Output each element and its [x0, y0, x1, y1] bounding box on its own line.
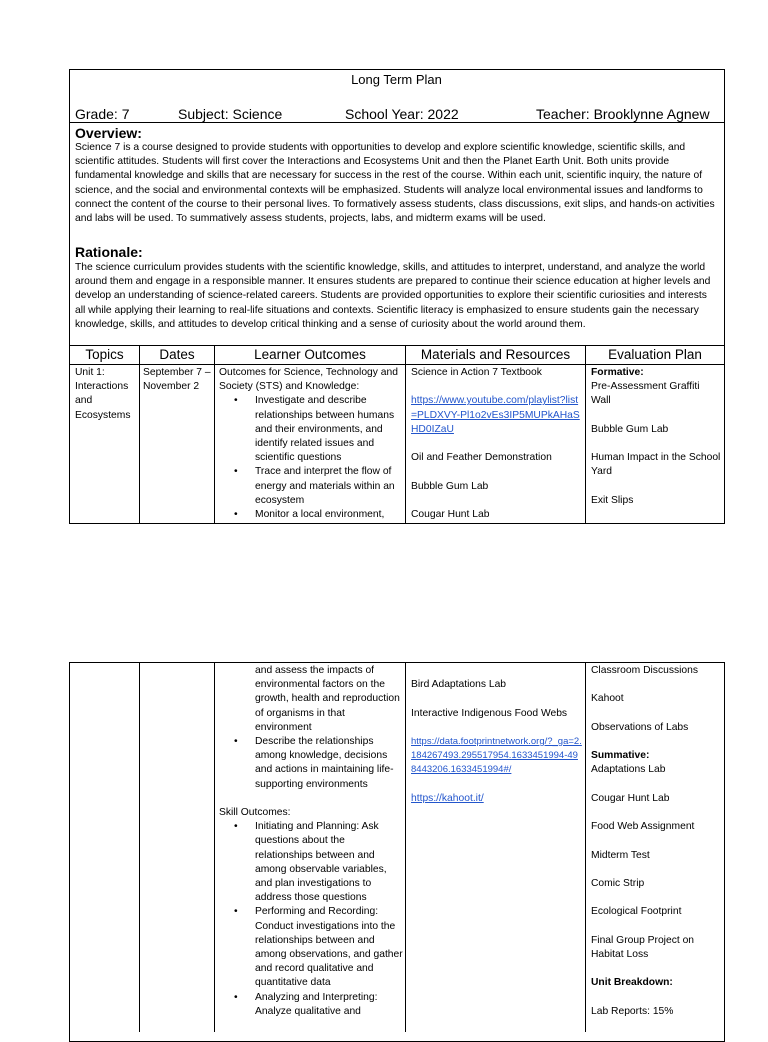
table-top-line: [69, 345, 725, 346]
school-year-label: School Year: 2022: [345, 106, 459, 122]
col-divider: [139, 662, 140, 1032]
evaluation-item: Food Web Assignment: [591, 821, 695, 833]
materials-cell: [411, 366, 583, 523]
dates-cell: September 7 – November 2: [143, 367, 211, 393]
overview-heading: Overview:: [75, 125, 142, 141]
summative-heading: Summative:: [591, 750, 650, 762]
material-bubble-gum: Bubble Gum Lab: [411, 480, 489, 492]
learner-outcomes-cell-continued: [219, 664, 403, 1024]
header-divider: [69, 122, 725, 123]
overview-text: Science 7 is a course designed to provide students with opportunities to develop and explore scientific knowledge, scientific skills, and scientific attitudes. Students will first cover the Interactions and Ecosystems Unit and then the Planet Earth Unit. Both units provide fundamental knowledge and skills that are necessary for success in the rest of the course. Within each unit, scientific inquiry, the nature of science, and the social and environmental contexts will be emphasized. Students will analyze local environmental issues and landforms to connect the content of the course to their personal lives. To formatively assess students, class discussions, exit slips, and hands-on activities and labs will be used. To summatively assess students, projects, labs, and midterm exams will be used.: [75, 142, 715, 225]
skill-item: • Performing and Recording: Conduct investigations into the relationships between and among observations, and gather and record qualitative and quantitative data: [219, 905, 403, 990]
evaluation-item: Adaptations Lab: [591, 764, 666, 776]
evaluation-item: Bubble Gum Lab: [591, 423, 669, 435]
formative-heading: Formative:: [591, 367, 644, 378]
table-header-line: [69, 364, 725, 365]
youtube-playlist-link[interactable]: https://www.youtube.com/playlist?list=PLDXVY-Pl1o2vEs3IP5MUPkAHaSHD0IZaU: [411, 395, 580, 435]
skill-outcomes-heading: Skill Outcomes:: [219, 807, 291, 819]
breakdown-item: Lab Reports: 15%: [591, 1005, 674, 1017]
skill-item: • Initiating and Planning: Ask questions about the relationships between and among observable variables, and plan investigations to address those questions: [219, 820, 403, 905]
col-divider: [585, 345, 586, 524]
evaluation-cell-continued: [591, 664, 721, 1024]
col-divider: [405, 662, 406, 1032]
teacher-label: Teacher: Brooklynne Agnew: [536, 106, 710, 122]
outcome-item: • Trace and interpret the flow of energy and materials within an ecosystem: [219, 465, 403, 508]
grade-label: Grade: 7: [75, 106, 130, 122]
outcome-item: • Monitor a local environment,: [219, 508, 403, 522]
skills-list: [219, 820, 403, 1019]
document-title: Long Term Plan: [351, 72, 442, 87]
material-oil-feather: Oil and Feather Demonstration: [411, 452, 552, 464]
rationale-heading: Rationale:: [75, 244, 143, 260]
evaluation-item: Midterm Test: [591, 849, 650, 861]
skill-item: • Analyzing and Interpreting: Analyze qualitative and: [219, 991, 403, 1019]
outcome-item: • Describe the relationships among knowledge, decisions and actions in maintaining life-supporting environments: [219, 735, 403, 792]
column-header-evaluation: Evaluation Plan: [608, 347, 702, 362]
evaluation-item: Human Impact in the School Yard: [591, 452, 721, 478]
column-header-topics: Topics: [85, 347, 124, 362]
footprint-network-link[interactable]: https://data.footprintnetwork.org/?_ga=2.184267493.295517954.1633451994-498443206.1633451994#/: [411, 735, 582, 776]
outcome-item: • Investigate and describe relationships between humans and their environments, and identify related issues and scientific questions: [219, 394, 403, 465]
subject-label: Subject: Science: [178, 106, 283, 122]
material-textbook: Science in Action 7 Textbook: [411, 367, 542, 378]
evaluation-item: Cougar Hunt Lab: [591, 792, 670, 804]
evaluation-item: Ecological Footprint: [591, 906, 682, 918]
col-divider: [214, 662, 215, 1032]
column-header-materials: Materials and Resources: [420, 347, 571, 362]
col-divider: [405, 345, 406, 524]
kahoot-link[interactable]: https://kahoot.it/: [411, 792, 484, 804]
evaluation-item: Classroom Discussions: [591, 665, 699, 676]
outcome-continued: and assess the impacts of environmental factors on the growth, health and reproduction of organisms in that environment: [255, 665, 400, 733]
material-cougar: Cougar Hunt Lab: [411, 508, 490, 520]
outcomes-intro: Outcomes for Science, Technology and Society (STS) and Knowledge:: [219, 367, 398, 393]
evaluation-cell: [591, 366, 721, 523]
evaluation-item: Kahoot: [591, 693, 624, 705]
col-divider: [585, 662, 586, 1032]
material-bird-adaptations: Bird Adaptations Lab: [411, 679, 507, 691]
rationale-text: The science curriculum provides students with the scientific knowledge, skills, and attitudes to interpret, understand, and analyze the world around them and engage in a responsible manner. It ensures students are prepared to continue their science education at higher levels and develop an understanding of science-related careers. Students are provided opportunities to explore their scientific curiosities and interests all while applying their learning to real-life situations and contexts. Scientific literacy is emphasized to ensure students gain the necessary knowledge, skills, and attitudes to develop critical thinking and a sense of curiosity about the world around them.: [75, 262, 711, 330]
column-header-learner-outcomes: Learner Outcomes: [254, 347, 366, 362]
evaluation-item: Comic Strip: [591, 877, 645, 889]
evaluation-item: Final Group Project on Habitat Loss: [591, 934, 695, 960]
material-food-webs: Interactive Indigenous Food Webs: [411, 707, 568, 719]
evaluation-item: Pre-Assessment Graffiti Wall: [591, 381, 700, 407]
outcomes-list-continued: [219, 735, 403, 792]
topic-cell: Unit 1: Interactions and Ecosystems: [75, 367, 131, 421]
evaluation-item: Observations of Labs: [591, 721, 689, 733]
col-divider: [214, 345, 215, 524]
learner-outcomes-cell: [219, 366, 403, 523]
unit-breakdown-heading: Unit Breakdown:: [591, 977, 673, 989]
col-divider: [139, 345, 140, 524]
outcomes-list: [219, 394, 403, 522]
materials-cell-continued: [411, 664, 583, 1024]
column-header-dates: Dates: [159, 347, 195, 362]
evaluation-item: Exit Slips: [591, 494, 634, 506]
